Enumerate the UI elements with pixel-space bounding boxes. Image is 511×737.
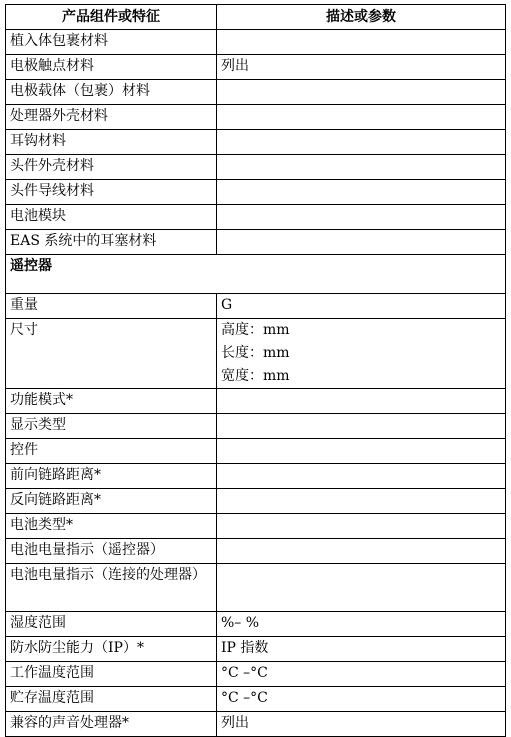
- row-value: [217, 205, 506, 230]
- row-key: 功能模式*: [6, 389, 217, 414]
- table-row: [6, 687, 506, 712]
- row-key: 前向链路距离*: [6, 464, 217, 489]
- row-value: [217, 414, 506, 439]
- row-key: 头件导线材料: [6, 180, 217, 205]
- size-length: 长度：mm: [221, 345, 290, 361]
- table-row: [6, 389, 506, 414]
- row-value-size: [217, 319, 506, 389]
- row-key: 工作温度范围: [6, 662, 217, 687]
- row-value: [217, 539, 506, 564]
- table-row: [6, 180, 506, 205]
- row-value: [217, 80, 506, 105]
- row-value: IP 指数: [217, 637, 506, 662]
- row-key: 电极载体（包裹）材料: [6, 80, 217, 105]
- table-row: [6, 30, 506, 55]
- row-value: [217, 105, 506, 130]
- row-key: 控件: [6, 439, 217, 464]
- table-row: [6, 612, 506, 637]
- table-row: [6, 105, 506, 130]
- row-key: 兼容的声音处理器*: [6, 712, 217, 737]
- row-value: [217, 180, 506, 205]
- row-key: 反向链路距离*: [6, 489, 217, 514]
- header-component: 产品组件或特征: [6, 5, 217, 30]
- row-key: 电极触点材料: [6, 55, 217, 80]
- table-row: [6, 662, 506, 687]
- spec-table-container: [5, 4, 505, 737]
- row-value: G: [217, 294, 506, 319]
- row-key: 处理器外壳材料: [6, 105, 217, 130]
- table-row: [6, 230, 506, 255]
- row-key: 电池类型*: [6, 514, 217, 539]
- row-value: [217, 30, 506, 55]
- table-row: [6, 439, 506, 464]
- row-value: [217, 514, 506, 539]
- row-value: [217, 230, 506, 255]
- row-value: [217, 155, 506, 180]
- row-key: 电池电量指示（遥控器）: [6, 539, 217, 564]
- table-row: [6, 155, 506, 180]
- row-value: °C –°C: [217, 662, 506, 687]
- table-row: [6, 712, 506, 737]
- row-value: [217, 389, 506, 414]
- table-row: [6, 464, 506, 489]
- size-width: 宽度：mm: [221, 368, 290, 384]
- table-row: [6, 80, 506, 105]
- table-row: [6, 319, 506, 389]
- row-key: 耳钩材料: [6, 130, 217, 155]
- row-value: [217, 464, 506, 489]
- row-key: 植入体包裹材料: [6, 30, 217, 55]
- table-row: [6, 564, 506, 612]
- section-title-remote: 遥控器: [6, 255, 506, 294]
- row-key: 显示类型: [6, 414, 217, 439]
- row-key: 电池电量指示（连接的处理器）: [6, 564, 217, 612]
- table-row: [6, 130, 506, 155]
- table-row: [6, 637, 506, 662]
- spec-table: [5, 4, 506, 737]
- table-row: [6, 55, 506, 80]
- row-key: 防水防尘能力（IP）*: [6, 637, 217, 662]
- row-value: [217, 564, 506, 612]
- table-row: [6, 489, 506, 514]
- row-key: 电池模块: [6, 205, 217, 230]
- table-row: [6, 539, 506, 564]
- section-row: [6, 255, 506, 294]
- row-key: 重量: [6, 294, 217, 319]
- header-row: [6, 5, 506, 30]
- row-value: °C –°C: [217, 687, 506, 712]
- row-key: 贮存温度范围: [6, 687, 217, 712]
- row-value: 列出: [217, 55, 506, 80]
- row-value: %– %: [217, 612, 506, 637]
- row-key: EAS 系统中的耳塞材料: [6, 230, 217, 255]
- table-row: [6, 414, 506, 439]
- table-row: [6, 294, 506, 319]
- table-row: [6, 205, 506, 230]
- header-description: 描述或参数: [217, 5, 506, 30]
- size-height: 高度：mm: [221, 322, 290, 338]
- row-value: [217, 489, 506, 514]
- row-value: [217, 439, 506, 464]
- table-row: [6, 514, 506, 539]
- row-key: 头件外壳材料: [6, 155, 217, 180]
- row-value: [217, 130, 506, 155]
- row-value: 列出: [217, 712, 506, 737]
- row-key: 尺寸: [6, 319, 217, 389]
- row-key: 湿度范围: [6, 612, 217, 637]
